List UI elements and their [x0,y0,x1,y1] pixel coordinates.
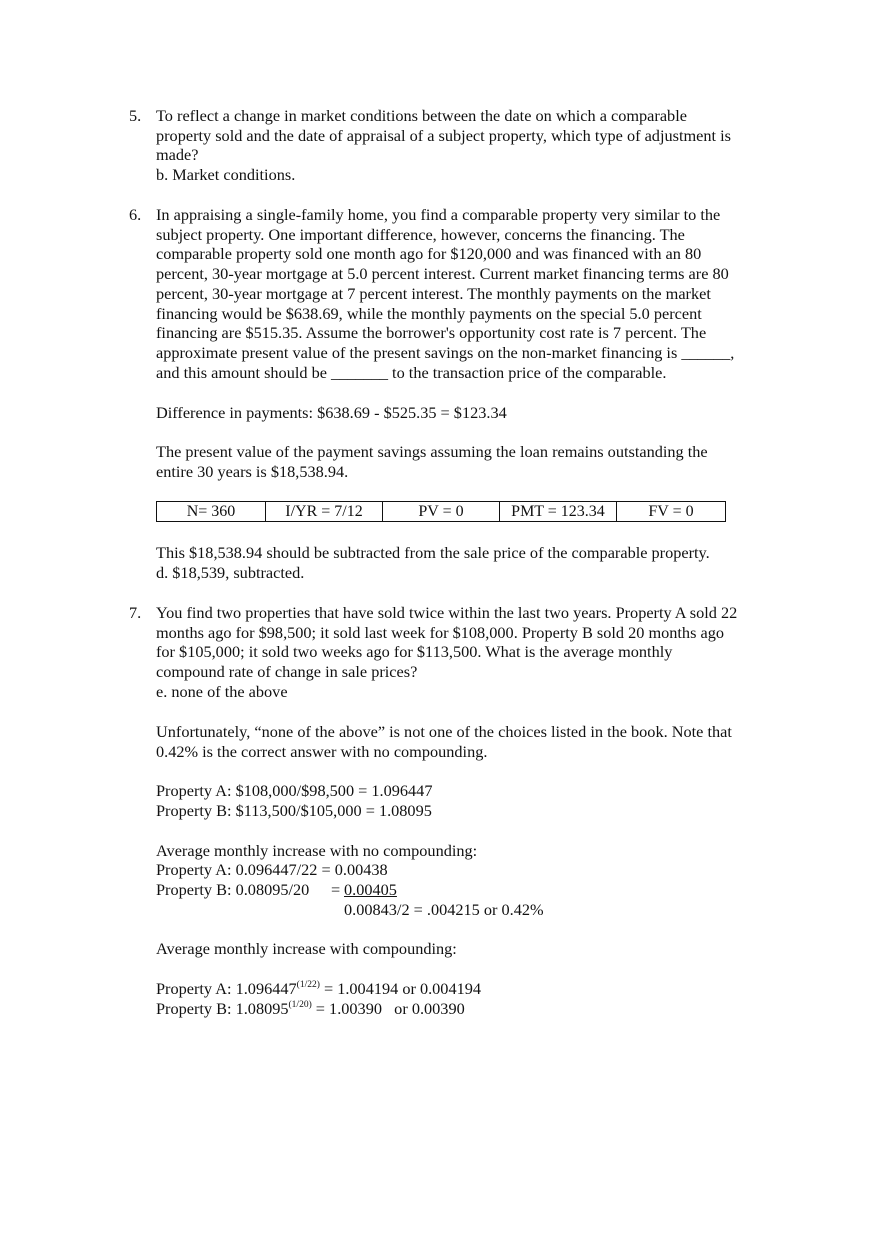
pv-line: The present value of the payment savings assuming the loan remains outstanding the [156,442,708,461]
calculator-inputs-table [156,501,726,522]
no-compounding-a: Property A: 0.096447/22 = 0.00438 [156,860,388,879]
note-line: 0.42% is the correct answer with no compounding. [156,742,488,761]
calc-fv: FV = 0 [617,502,726,522]
calc-pv: PV = 0 [383,502,500,522]
question-line: approximate present value of the present savings on the non-market financing is ______, [156,342,735,362]
no-compounding-b-value: 0.00405 [344,880,397,899]
answer: b. Market conditions. [156,165,296,185]
answer: d. $18,539, subtracted. [156,563,305,582]
calc-iyr: I/YR = 7/12 [266,502,383,522]
compounding-a [156,979,481,999]
question-line: months ago for $98,500; it sold last week for $108,000. Property B sold 20 months ago [156,622,724,642]
calc-n: N= 360 [157,502,266,522]
question-number: 5. [129,106,142,125]
ratio-b: Property B: $113,500/$105,000 = 1.08095 [156,801,432,820]
table-row [157,502,726,522]
question-text [156,205,781,382]
question-number: 6. [129,205,142,224]
question-line: comparable property sold one month ago for $120,000 and was financed with an 80 [156,244,702,264]
question-text [156,603,781,702]
conclusion: This $18,538.94 should be subtracted from the sale price of the comparable property. [156,543,710,562]
equals-sign: = [331,880,341,899]
compounding-a-label: Property A: 1.096447 [156,979,297,998]
question-line: To reflect a change in market conditions between the date on which a comparable [156,106,687,125]
question-line: financing are $515.35. Assume the borrower's opportunity cost rate is 7 percent. The [156,323,707,343]
no-compounding-average: 0.00843/2 = .004215 or 0.42% [344,900,544,919]
question-line: and this amount should be _______ to the transaction price of the comparable. [156,362,667,382]
no-compounding-heading: Average monthly increase with no compounding: [156,841,478,860]
compounding-b-result: = 1.00390 or 0.00390 [311,999,465,1018]
answer: e. none of the above [156,681,288,701]
note-line: Unfortunately, “none of the above” is not one of the choices listed in the book. Note that [156,722,732,741]
compounding-b-label: Property B: 1.08095 [156,999,289,1018]
question-line: financing would be $638.69, while the monthly payments on the special 5.0 percent [156,303,702,323]
question-line: You find two properties that have sold twice within the last two years. Property A sold 22 [156,603,738,622]
question-line: compound rate of change in sale prices? [156,662,418,682]
compounding-heading: Average monthly increase with compounding: [156,939,457,958]
ratio-a: Property A: $108,000/$98,500 = 1.096447 [156,781,433,800]
question-line: subject property. One important difference, however, concerns the financing. The [156,224,685,244]
question-text [156,106,781,185]
question-line: percent, 30-year mortgage at 5.0 percent interest. Current market financing terms are 80 [156,264,729,284]
compounding-b [156,999,465,1019]
question-line: for $105,000; it sold two weeks ago for $113,500. What is the average monthly [156,642,673,662]
no-compounding-b-label: Property B: 0.08095/20 [156,880,310,899]
exponent: (1/20) [288,1000,312,1010]
payment-difference: Difference in payments: $638.69 - $525.35 = $123.34 [156,403,507,422]
question-line: percent, 30-year mortgage at 7 percent interest. The monthly payments on the market [156,283,711,303]
question-line: property sold and the date of appraisal of a subject property, which type of adjustment is [156,125,731,145]
question-line: made? [156,145,199,165]
question-number: 7. [129,603,142,622]
calc-pmt: PMT = 123.34 [500,502,617,522]
exponent: (1/22) [296,980,320,990]
question-line: In appraising a single-family home, you find a comparable property very similar to the [156,205,721,224]
pv-line: entire 30 years is $18,538.94. [156,462,349,481]
no-compounding-b [156,880,397,900]
compounding-a-result: = 1.004194 or 0.004194 [319,979,482,998]
